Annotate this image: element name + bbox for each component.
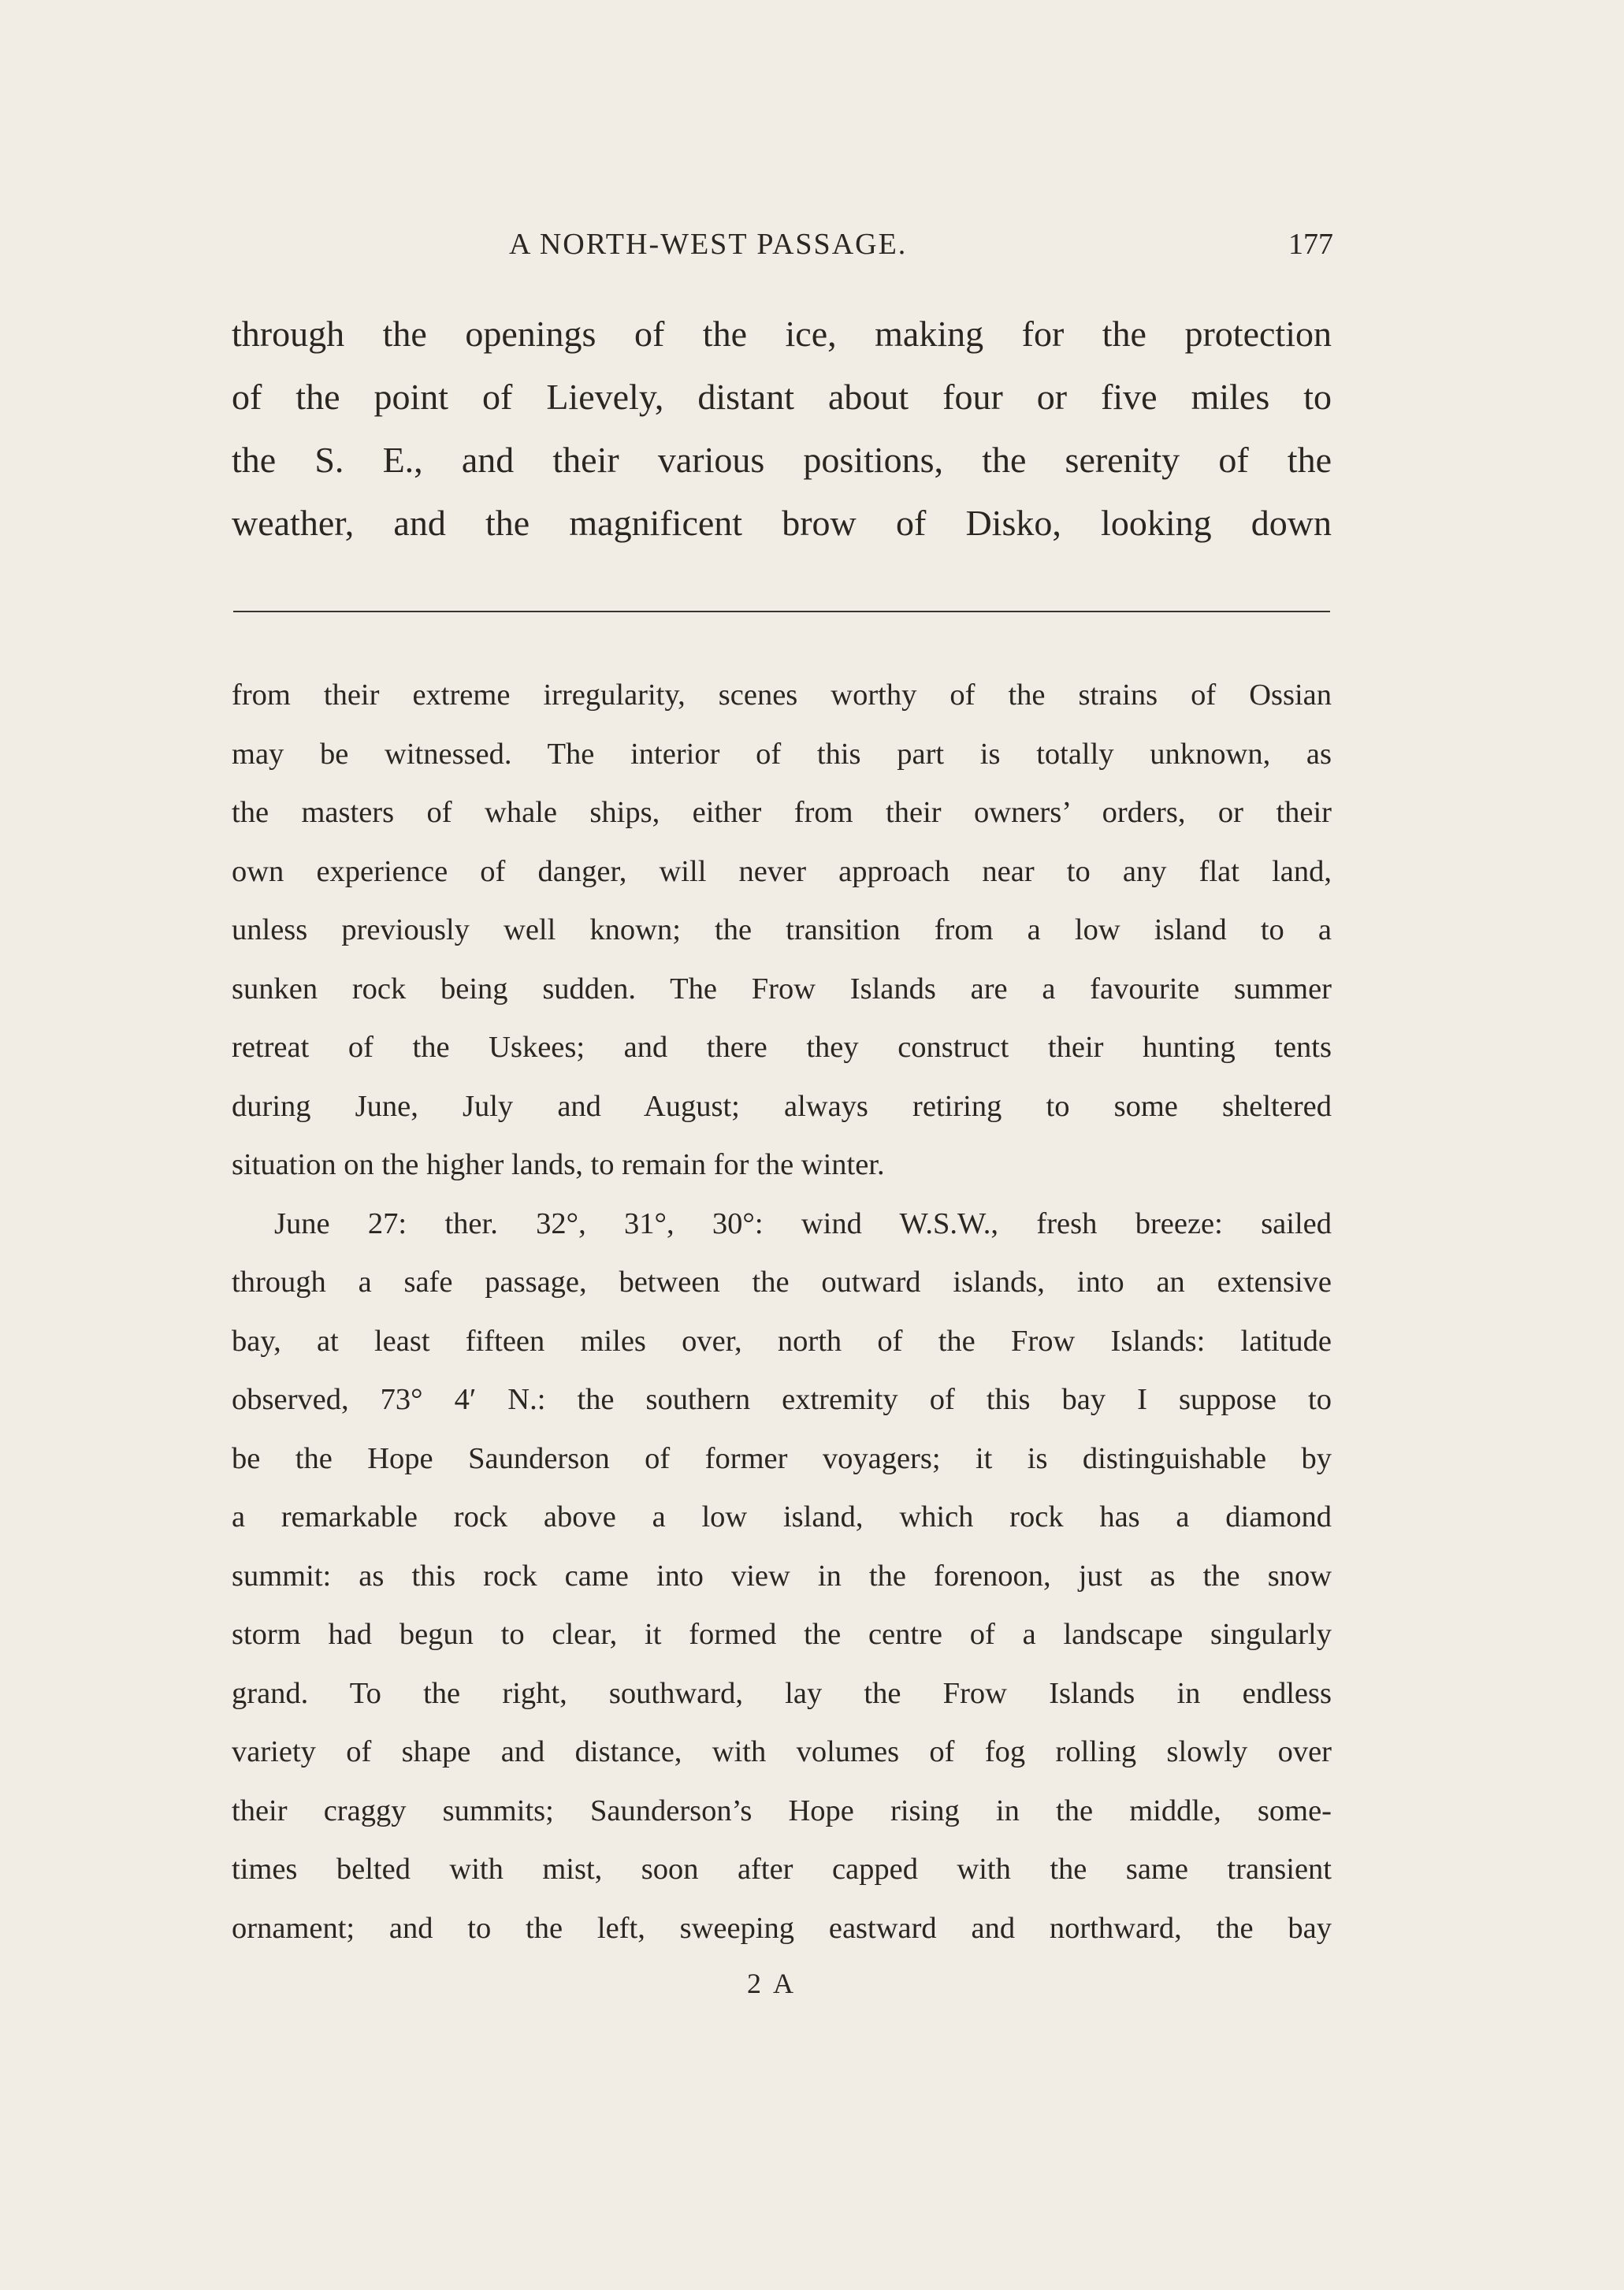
- page-number: 177: [1288, 228, 1333, 261]
- footnote-line: ornament; and to the left, sweeping eastward and northward, the bay: [232, 1911, 1332, 1945]
- footnote-line: grand. To the right, southward, lay the Frow Islands in endless: [232, 1676, 1332, 1710]
- footnote-line: be the Hope Saunderson of former voyagers; it is distinguishable by: [232, 1441, 1332, 1475]
- footnote-line: may be witnessed. The interior of this part is totally unknown, as: [232, 737, 1332, 771]
- footnote-line: their craggy summits; Saunderson’s Hope rising in the middle, some-: [232, 1794, 1332, 1827]
- footnote-line: a remarkable rock above a low island, which rock has a diamond: [232, 1500, 1332, 1533]
- footnote-text-block: [232, 666, 1332, 1957]
- running-title: A NORTH-WEST PASSAGE.: [509, 228, 908, 261]
- text-line: through the openings of the ice, making for the protection: [232, 314, 1332, 354]
- footnote-line: retreat of the Uskees; and there they construct their hunting tents: [232, 1031, 1332, 1064]
- footnote-line: storm had begun to clear, it formed the centre of a landscape singularly: [232, 1618, 1332, 1651]
- running-head: [233, 227, 1333, 266]
- footnote-line: through a safe passage, between the outward islands, into an extensive: [232, 1266, 1332, 1299]
- footnote-line: situation on the higher lands, to remain for the winter.: [232, 1148, 885, 1181]
- text-line: of the point of Lievely, distant about four or five miles to: [232, 377, 1332, 417]
- footnote-line: summit: as this rock came into view in the forenoon, just as the snow: [232, 1559, 1332, 1593]
- footnote-line: sunken rock being sudden. The Frow Islands are a favourite summer: [232, 972, 1332, 1006]
- footnote-line: times belted with mist, soon after capped with the same transient: [232, 1853, 1332, 1886]
- footnote-line: from their extreme irregularity, scenes worthy of the strains of Ossian: [232, 678, 1332, 712]
- footnote-divider: [233, 611, 1330, 612]
- footnote-line: variety of shape and distance, with volumes of fog rolling slowly over: [232, 1735, 1332, 1768]
- text-line: the S. E., and their various positions, the serenity of the: [232, 440, 1332, 480]
- footnote-line: unless previously well known; the transition from a low island to a: [232, 913, 1332, 946]
- footnote-line: June 27: ther. 32°, 31°, 30°: wind W.S.W., fresh breeze: sailed: [274, 1206, 1332, 1240]
- footnote-line: observed, 73° 4′ N.: the southern extremity of this bay I suppose to: [232, 1383, 1332, 1416]
- text-line: weather, and the magnificent brow of Disko, looking down: [232, 503, 1332, 543]
- signature-mark: 2 A: [747, 1968, 797, 1999]
- footnote-line: during June, July and August; always retiring to some sheltered: [232, 1089, 1332, 1123]
- footnote-line: own experience of danger, will never approach near to any flat land,: [232, 854, 1332, 888]
- footnote-line: bay, at least fifteen miles over, north of the Frow Islands: latitude: [232, 1324, 1332, 1358]
- main-text-block: [232, 303, 1332, 555]
- footnote-line: the masters of whale ships, either from their owners’ orders, or their: [232, 796, 1332, 829]
